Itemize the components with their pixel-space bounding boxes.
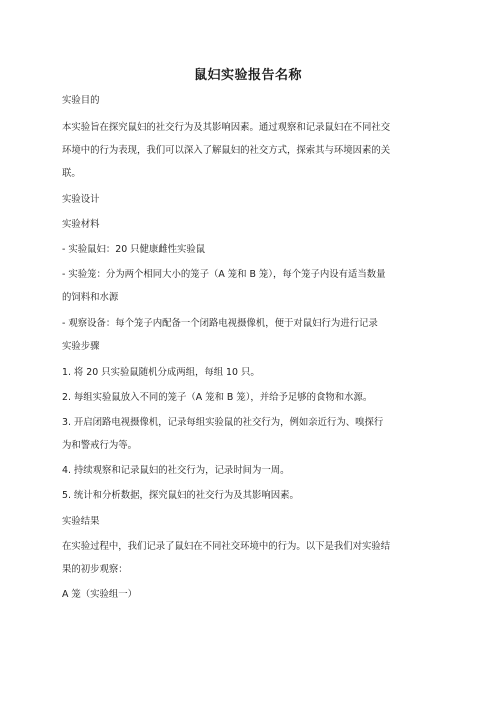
- section-heading-materials: 实验材料: [62, 219, 100, 230]
- paragraph-line: 果的初步观察：: [62, 564, 128, 575]
- step-item: 3. 开启闭路电视摄像机，记录每组实验鼠的社交行为，例如亲近行为、嗅探行: [62, 417, 384, 428]
- section-heading-results: 实验结果: [62, 516, 100, 527]
- list-item: - 实验鼠妇：20 只健康雌性实验鼠: [62, 244, 206, 255]
- paragraph-line: 在实验过程中，我们记录了鼠妇在不同社交环境中的行为。以下是我们对实验结: [62, 541, 391, 552]
- section-heading-purpose: 实验目的: [62, 95, 100, 106]
- step-item-continuation: 为和警戒行为等。: [62, 440, 138, 451]
- step-item: 2. 每组实验鼠放入不同的笼子（A 笼和 B 笼），并给予足够的食物和水源。: [62, 392, 373, 403]
- paragraph-line: 环境中的行为表现，我们可以深入了解鼠妇的社交方式，探索其与环境因素的关: [62, 145, 391, 156]
- step-item: 4. 持续观察和记录鼠妇的社交行为，记录时间为一周。: [62, 465, 290, 476]
- section-heading-design: 实验设计: [62, 194, 100, 205]
- paragraph-line: 本实验旨在探究鼠妇的社交行为及其影响因素。通过观察和记录鼠妇在不同社交: [62, 122, 391, 133]
- list-item: - 实验笼：分为两个相同大小的笼子（A 笼和 B 笼），每个笼子内设有适当数量: [62, 269, 386, 280]
- list-item-continuation: 的饲料和水源: [62, 292, 119, 303]
- paragraph-line: 联。: [62, 168, 81, 179]
- page-title: 鼠妇实验报告名称: [193, 68, 302, 83]
- subsection-heading-cage-a: A 笼（实验组一）: [62, 589, 138, 600]
- step-item: 1. 将 20 只实验鼠随机分成两组，每组 10 只。: [62, 367, 260, 378]
- list-item: - 观察设备：每个笼子内配备一个闭路电视摄像机，便于对鼠妇行为进行记录: [62, 318, 378, 329]
- step-item: 5. 统计和分析数据，探究鼠妇的社交行为及其影响因素。: [62, 490, 299, 501]
- section-heading-steps: 实验步骤: [62, 341, 100, 352]
